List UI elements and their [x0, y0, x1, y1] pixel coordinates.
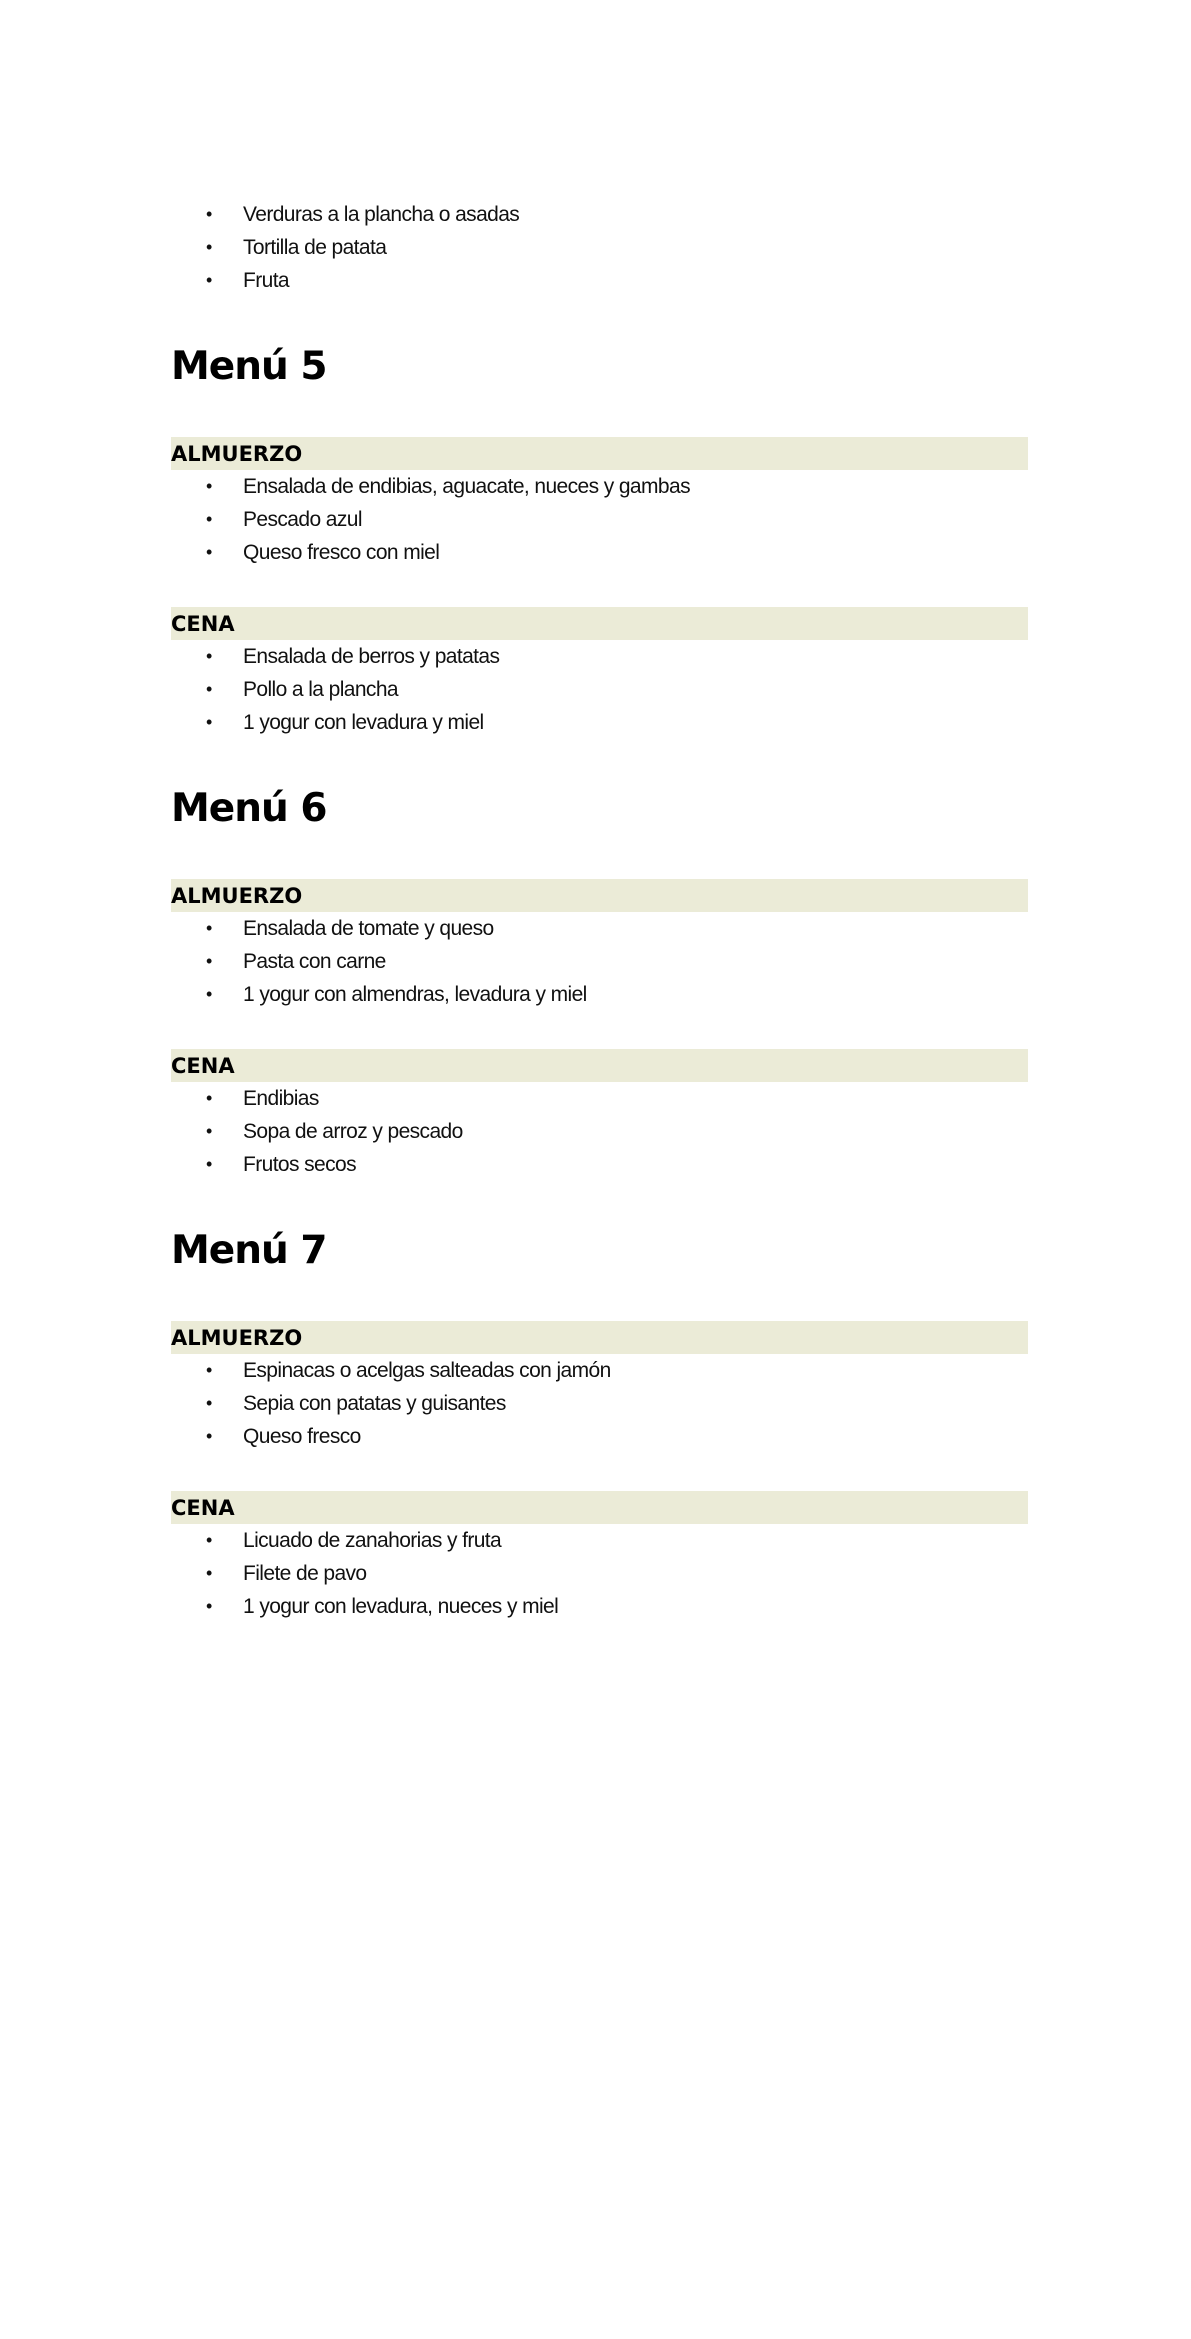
dinner-list	[171, 640, 1028, 739]
lunch-list	[171, 1354, 1028, 1453]
bullet-icon: •	[206, 951, 212, 971]
menu-section-6	[171, 785, 1028, 1181]
lunch-list	[171, 470, 1028, 569]
list-item	[171, 1590, 1028, 1623]
list-item-text: Espinacas o acelgas salteadas con jamón	[243, 1359, 611, 1382]
list-item	[171, 1148, 1028, 1181]
bullet-icon: •	[206, 1121, 212, 1141]
list-item	[171, 1387, 1028, 1420]
list-item-text: Queso fresco con miel	[243, 541, 440, 564]
lunch-heading: ALMUERZO	[171, 437, 1028, 470]
list-item-text: 1 yogur con almendras, levadura y miel	[243, 983, 587, 1006]
list-item	[171, 470, 1028, 503]
list-item-text: 1 yogur con levadura y miel	[243, 711, 484, 734]
menu-section-5	[171, 343, 1028, 739]
bullet-icon: •	[206, 270, 212, 290]
list-item-text: Pescado azul	[243, 508, 362, 531]
bullet-icon: •	[206, 1530, 212, 1550]
bullet-icon: •	[206, 918, 212, 938]
list-item-text: Sepia con patatas y guisantes	[243, 1392, 506, 1415]
list-item	[171, 536, 1028, 569]
bullet-icon: •	[206, 1563, 212, 1583]
bullet-icon: •	[206, 1154, 212, 1174]
list-item	[171, 231, 1028, 264]
dinner-list	[171, 1082, 1028, 1181]
dinner-heading: CENA	[171, 1049, 1028, 1082]
bullet-icon: •	[206, 1426, 212, 1446]
list-item-text: 1 yogur con levadura, nueces y miel	[243, 1595, 559, 1618]
bullet-icon: •	[206, 1360, 212, 1380]
list-item	[171, 945, 1028, 978]
menu-section-7	[171, 1227, 1028, 1623]
list-item-text: Queso fresco	[243, 1425, 361, 1448]
list-item-text: Ensalada de endibias, aguacate, nueces y gambas	[243, 475, 690, 498]
bullet-icon: •	[206, 476, 212, 496]
list-item	[171, 503, 1028, 536]
bullet-icon: •	[206, 679, 212, 699]
list-item	[171, 912, 1028, 945]
list-item-text: Endibias	[243, 1087, 319, 1110]
list-item-text: Sopa de arroz y pescado	[243, 1120, 463, 1143]
list-item-text: Pasta con carne	[243, 950, 386, 973]
list-item	[171, 640, 1028, 673]
list-item	[171, 1115, 1028, 1148]
bullet-icon: •	[206, 1088, 212, 1108]
dinner-list	[171, 1524, 1028, 1623]
bullet-icon: •	[206, 204, 212, 224]
bullet-icon: •	[206, 1596, 212, 1616]
bullet-icon: •	[206, 542, 212, 562]
list-item-text: Licuado de zanahorias y fruta	[243, 1529, 502, 1552]
list-item-text: Ensalada de berros y patatas	[243, 645, 500, 668]
list-item	[171, 1420, 1028, 1453]
list-item	[171, 673, 1028, 706]
bullet-icon: •	[206, 984, 212, 1004]
bullet-icon: •	[206, 646, 212, 666]
list-item	[171, 978, 1028, 1011]
document-content	[171, 198, 1028, 1623]
bullet-icon: •	[206, 509, 212, 529]
dinner-heading: CENA	[171, 1491, 1028, 1524]
bullet-icon: •	[206, 237, 212, 257]
intro-list	[171, 198, 1028, 297]
lunch-list	[171, 912, 1028, 1011]
list-item-text: Tortilla de patata	[243, 236, 387, 259]
list-item	[171, 264, 1028, 297]
list-item-text: Verduras a la plancha o asadas	[243, 203, 520, 226]
list-item	[171, 198, 1028, 231]
list-item-text: Ensalada de tomate y queso	[243, 917, 494, 940]
list-item	[171, 1082, 1028, 1115]
dinner-heading: CENA	[171, 607, 1028, 640]
list-item	[171, 1524, 1028, 1557]
list-item	[171, 1557, 1028, 1590]
menu-title: Menú 6	[171, 786, 327, 831]
bullet-icon: •	[206, 1393, 212, 1413]
list-item-text: Filete de pavo	[243, 1562, 367, 1585]
list-item	[171, 1354, 1028, 1387]
lunch-heading: ALMUERZO	[171, 1321, 1028, 1354]
list-item-text: Frutos secos	[243, 1153, 357, 1176]
list-item-text: Fruta	[243, 269, 290, 292]
bullet-icon: •	[206, 712, 212, 732]
lunch-heading: ALMUERZO	[171, 879, 1028, 912]
menu-title: Menú 5	[171, 344, 327, 389]
list-item-text: Pollo a la plancha	[243, 678, 398, 701]
list-item	[171, 706, 1028, 739]
menu-title: Menú 7	[171, 1228, 327, 1273]
